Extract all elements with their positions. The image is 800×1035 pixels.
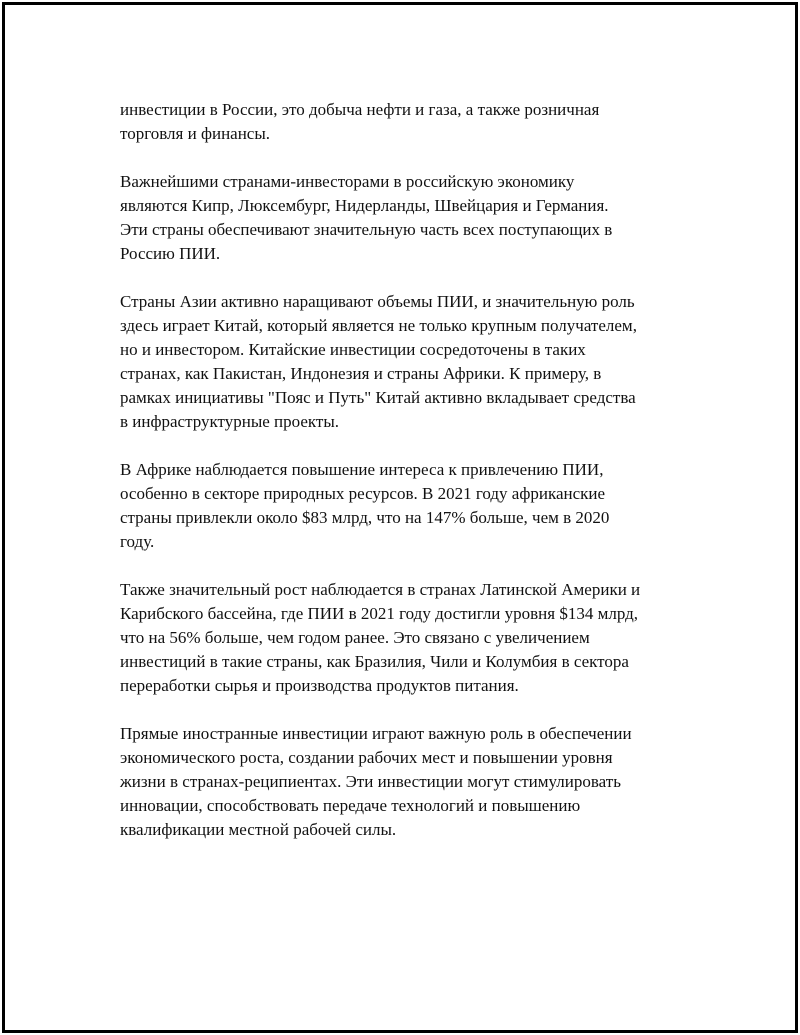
document-page	[2, 2, 798, 1033]
paragraph-latin-america: Также значительный рост наблюдается в странах Латинской Америки и Карибского бассейна, где ПИИ в 2021 году достигли уровня $134 млрд, что на 56% больше, чем годом ранее. Это связано с увеличением инвестиций в такие страны, как Бразилия, Чили и Колумбия в сектора переработки сырья и производства продуктов питания.	[120, 580, 641, 695]
paragraph-asia-china: Страны Азии активно наращивают объемы ПИИ, и значительную роль здесь играет Китай, который является не только крупным получателем, но и инвестором. Китайские инвестиции сосредоточены в таких странах, как Пакистан, Индонезия и страны Африки. К примеру, в рамках инициативы "Пояс и Путь" Китай активно вкладывает средства в инфраструктурные проекты.	[120, 292, 637, 431]
paragraph-fdi-importance: Прямые иностранные инвестиции играют важную роль в обеспечении экономического роста, создании рабочих мест и повышении уровня жизни в странах-реципиентах. Эти инвестиции могут стимулировать инновации, способствовать передаче технологий и повышению квалификации местной рабочей силы.	[120, 724, 632, 839]
document-body	[120, 98, 680, 866]
paragraph-africa: В Африке наблюдается повышение интереса к привлечению ПИИ, особенно в секторе природных ресурсов. В 2021 году африканские страны привлекли около $83 млрд, что на 147% больше, чем в 2020 году.	[120, 460, 610, 551]
paragraph-oil-gas: инвестиции в России, это добыча нефти и газа, а также розничная торговля и финансы.	[120, 100, 600, 143]
paragraph-investor-countries: Важнейшими странами-инвесторами в российскую экономику являются Кипр, Люксембург, Нидерланды, Швейцария и Германия. Эти страны обеспечивают значительную часть всех поступающих в Россию ПИИ.	[120, 172, 613, 263]
